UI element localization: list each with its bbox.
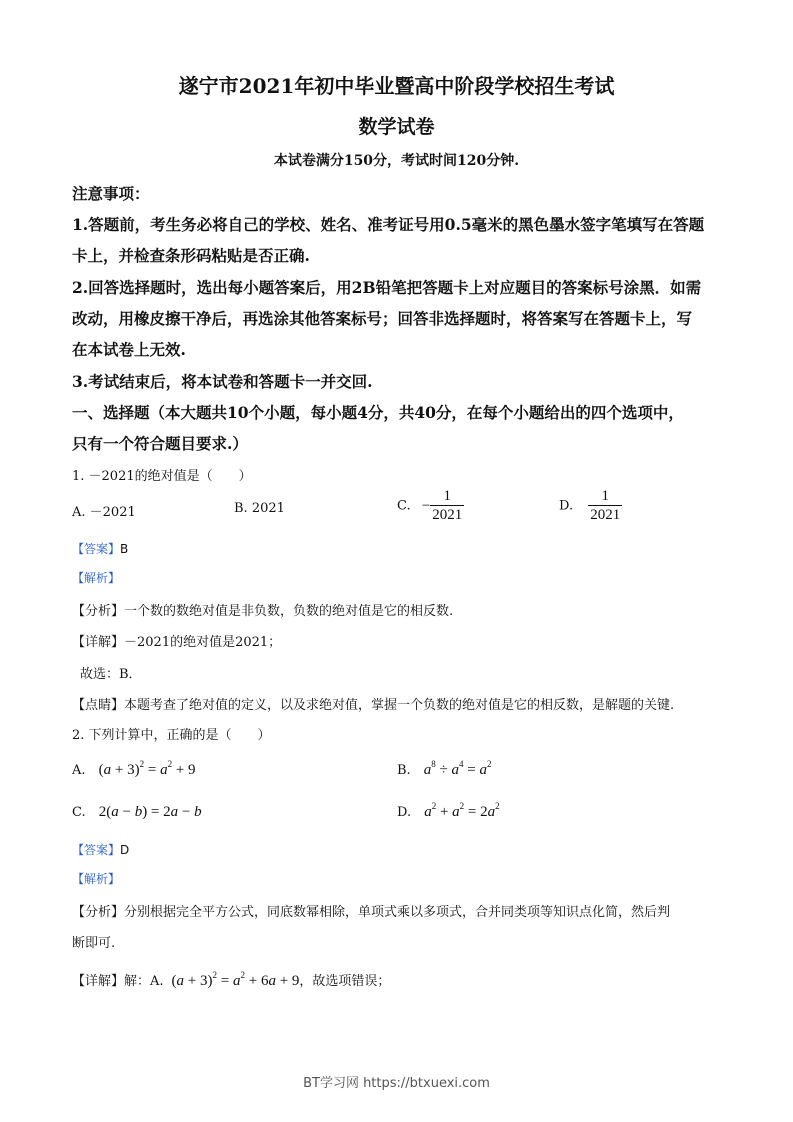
q1-stem: 1. －2021的绝对值是（ ）: [72, 469, 252, 484]
q2-option-c-formula: 2(a − b) = 2a − b: [98, 804, 202, 820]
q1-analysis-tag: 【解析】: [72, 571, 121, 585]
fenxi-text: 分别根据完全平方公式，同底数幂相除，单项式乘以多项式，合并同类项等知识点化简，然后判: [124, 905, 671, 920]
dianjing-tag: 【点睛】: [72, 698, 125, 713]
answer-tag: 【答案】: [72, 542, 121, 556]
q1-fenxi: [72, 600, 453, 619]
q2-answer: [72, 839, 129, 858]
q1-xiangjie: [72, 631, 281, 650]
q1-option-d-fraction: [588, 488, 622, 524]
fenxi-tag: 【分析】: [72, 905, 125, 920]
exam-info: 本试卷满分150分，考试时间120分钟.: [273, 153, 520, 169]
xiangjie-suffix: ，故选项错误；: [299, 974, 391, 989]
note-1-line-1: 1.答题前，考生务必将自己的学校、姓名、准考证号用0.5毫米的黑色墨水签字笔填写在答题: [72, 215, 705, 234]
q1-d-denominator: 2021: [590, 507, 621, 523]
section-heading-line-1: 一、选择题（本大题共10个小题，每小题4分，共40分，在每个小题给出的四个选项中，: [72, 403, 684, 422]
q2-option-c-label: C.: [72, 805, 86, 820]
notes-heading: 注意事项：: [72, 184, 150, 203]
exam-subtitle: 数学试卷: [358, 116, 435, 138]
q2-option-b-formula: $a^8 \div a^4 = a^2$: [423, 759, 492, 778]
q2-option-d-formula: $a^2 + a^2 = 2a^2$: [424, 801, 500, 820]
q1-option-a: A. －2021: [72, 505, 136, 520]
exam-title: 遂宁市2021年初中毕业暨高中阶段学校招生考试: [178, 74, 615, 98]
note-2-line-2: 改动，用橡皮擦干净后，再选涂其他答案标号；回答非选择题时，将答案写在答题卡上，写: [72, 309, 693, 328]
q2-fenxi-line-1: [72, 901, 670, 920]
fenxi-text: 一个数的数绝对值是非负数，负数的绝对值是它的相反数.: [124, 604, 454, 619]
q1-option-d: [559, 488, 622, 524]
answer-value: D: [120, 843, 130, 857]
q2-stem: 2. 下列计算中，正确的是（ ）: [72, 728, 271, 743]
q2-xiangjie: [72, 970, 390, 990]
xiangjie-tag: 【详解】: [72, 635, 125, 650]
q2-option-d: [397, 801, 500, 821]
q2-option-a: [72, 759, 196, 779]
q2-fenxi-line-2: 断即可.: [72, 936, 116, 951]
q1-dianjing: [72, 694, 674, 713]
q2-option-a-formula: $(a + 3)^2 = a^2 + 9$: [98, 759, 196, 778]
q1-option-c: [397, 488, 464, 524]
q2-xiangjie-formula: $(a + 3)^2 = a^2 + 6a + 9$: [171, 970, 300, 989]
q1-c-denominator: 2021: [432, 507, 463, 523]
note-2-line-1: 2.回答选择题时，选出每小题答案后，用2B铅笔把答题卡上对应题目的答案标号涂黑．如需: [72, 278, 702, 297]
answer-value: B: [120, 542, 129, 556]
xiangjie-text: －2021的绝对值是2021；: [124, 635, 282, 650]
q2-option-d-label: D.: [397, 805, 412, 820]
footer-watermark: BT学习网 https://btxuexi.com: [303, 1076, 490, 1091]
q1-d-numerator: 1: [601, 488, 609, 504]
q1-option-c-label: C.: [397, 498, 411, 514]
fenxi-tag: 【分析】: [72, 604, 125, 619]
section-heading-line-2: 只有一个符合题目要求.）: [72, 434, 248, 453]
note-3: 3.考试结束后，将本试卷和答题卡一并交回.: [72, 372, 373, 391]
q2-analysis-tag: 【解析】: [72, 872, 121, 886]
q1-c-numerator: 1: [443, 488, 451, 504]
dianjing-text: 本题考查了绝对值的定义，以及求绝对值，掌握一个负数的绝对值是它的相反数，是解题的关键.: [124, 698, 675, 713]
xiangjie-prefix: 解：A.: [124, 974, 164, 989]
q2-option-a-label: A.: [72, 763, 86, 778]
answer-tag: 【答案】: [72, 843, 121, 857]
q1-option-d-label: D.: [559, 498, 574, 514]
q1-option-c-sign: −: [421, 497, 431, 514]
q2-option-b-label: B.: [397, 763, 411, 778]
q1-choice: 故选：B．: [80, 667, 142, 682]
xiangjie-tag: 【详解】: [72, 974, 125, 989]
note-1-line-2: 卡上，并检查条形码粘贴是否正确.: [72, 246, 310, 265]
q1-answer: [72, 538, 128, 557]
q1-option-c-fraction: [430, 488, 464, 524]
q2-option-b: [397, 759, 491, 779]
note-2-line-3: 在本试卷上无效.: [72, 340, 186, 359]
q1-option-b: B. 2021: [234, 501, 285, 516]
q2-option-c: [72, 801, 202, 821]
